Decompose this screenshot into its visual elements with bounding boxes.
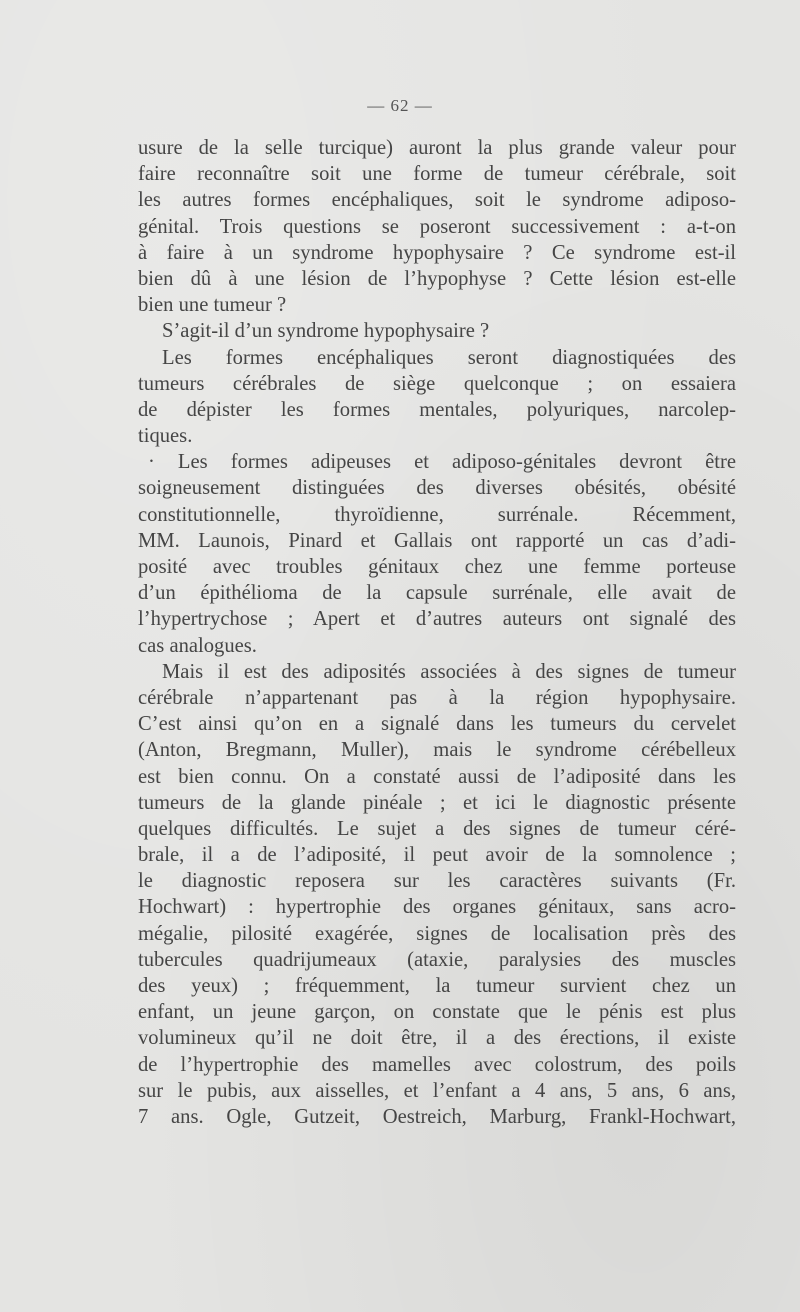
text-line: Les formes encéphaliques seront diagnostiquées des: [162, 346, 736, 369]
text-line: tumeurs cérébrales de siège quelconque ; on essaiera: [138, 372, 736, 395]
text-line: des yeux) ; fréquemment, la tumeur survient chez un: [138, 975, 736, 997]
text-line: à faire à un syndrome hypophysaire ? Ce syndrome est-il: [138, 241, 736, 264]
text-line: tumeurs de la glande pinéale ; et ici le diagnostic présente: [138, 791, 736, 814]
text-line: · Les formes adipeuses et adiposo-génitales devront être: [148, 451, 736, 474]
text-line: volumineux qu’il ne doit être, il a des érections, il existe: [138, 1027, 736, 1050]
text-line: Hochwart) : hypertrophie des organes génitaux, sans acro-: [138, 896, 736, 919]
text-line: quelques difficultés. Le sujet a des signes de tumeur céré-: [138, 817, 736, 840]
text-line: de dépister les formes mentales, polyuriques, narcolep-: [138, 398, 736, 421]
text-line: est bien connu. On a constaté aussi de l’adiposité dans les: [138, 765, 736, 788]
text-line: MM. Launois, Pinard et Gallais ont rapporté un cas d’adi-: [138, 529, 736, 552]
body-text: [138, 135, 736, 1130]
text-line: tubercules quadrijumeaux (ataxie, paralysies des muscles: [138, 948, 736, 971]
text-line: enfant, un jeune garçon, on constate que le pénis est plus: [138, 1001, 736, 1024]
text-line: d’un épithélioma de la capsule surrénale, elle avait de: [138, 582, 736, 605]
text-line: le diagnostic reposera sur les caractères suivants (Fr.: [138, 870, 736, 893]
text-line: usure de la selle turcique) auront la plus grande valeur pour: [138, 137, 736, 159]
text-line: mégalie, pilosité exagérée, signes de localisation près des: [138, 922, 736, 945]
text-line: cérébrale n’appartenant pas à la région hypophysaire.: [138, 686, 736, 709]
text-line: génital. Trois questions se poseront successivement : a-t-on: [138, 215, 736, 238]
text-line: soigneusement distinguées des diverses obésités, obésité: [138, 477, 736, 500]
text-line: C’est ainsi qu’on en a signalé dans les tumeurs du cervelet: [138, 713, 736, 736]
text-line: posité avec troubles génitaux chez une femme porteuse: [138, 556, 736, 578]
text-line: cas analogues.: [138, 634, 257, 657]
text-line: constitutionnelle, thyroïdienne, surrénale. Récemment,: [138, 503, 736, 526]
text-line: S’agit-il d’un syndrome hypophysaire ?: [162, 320, 490, 343]
text-line: bien dû à une lésion de l’hypophyse ? Cette lésion est-elle: [138, 267, 736, 290]
text-line: sur le pubis, aux aisselles, et l’enfant a 4 ans, 5 ans, 6 ans,: [138, 1079, 736, 1102]
text-line: tiques.: [138, 425, 193, 448]
text-line: les autres formes encéphaliques, soit le syndrome adiposo-: [138, 189, 736, 212]
text-line: de l’hypertrophie des mamelles avec colostrum, des poils: [138, 1053, 736, 1076]
text-line: l’hypertrychose ; Apert et d’autres auteurs ont signalé des: [138, 608, 736, 631]
page-number: — 62 —: [367, 96, 433, 115]
text-line: bien une tumeur ?: [138, 294, 287, 317]
text-line: Mais il est des adiposités associées à des signes de tumeur: [162, 660, 736, 683]
text-line: faire reconnaître soit une forme de tumeur cérébrale, soit: [138, 163, 736, 186]
text-line: brale, il a de l’adiposité, il peut avoir de la somnolence ;: [138, 844, 736, 867]
text-line: (Anton, Bregmann, Muller), mais le syndrome cérébelleux: [138, 739, 736, 762]
text-line: 7 ans. Ogle, Gutzeit, Oestreich, Marburg, Frankl-Hochwart,: [138, 1105, 736, 1128]
